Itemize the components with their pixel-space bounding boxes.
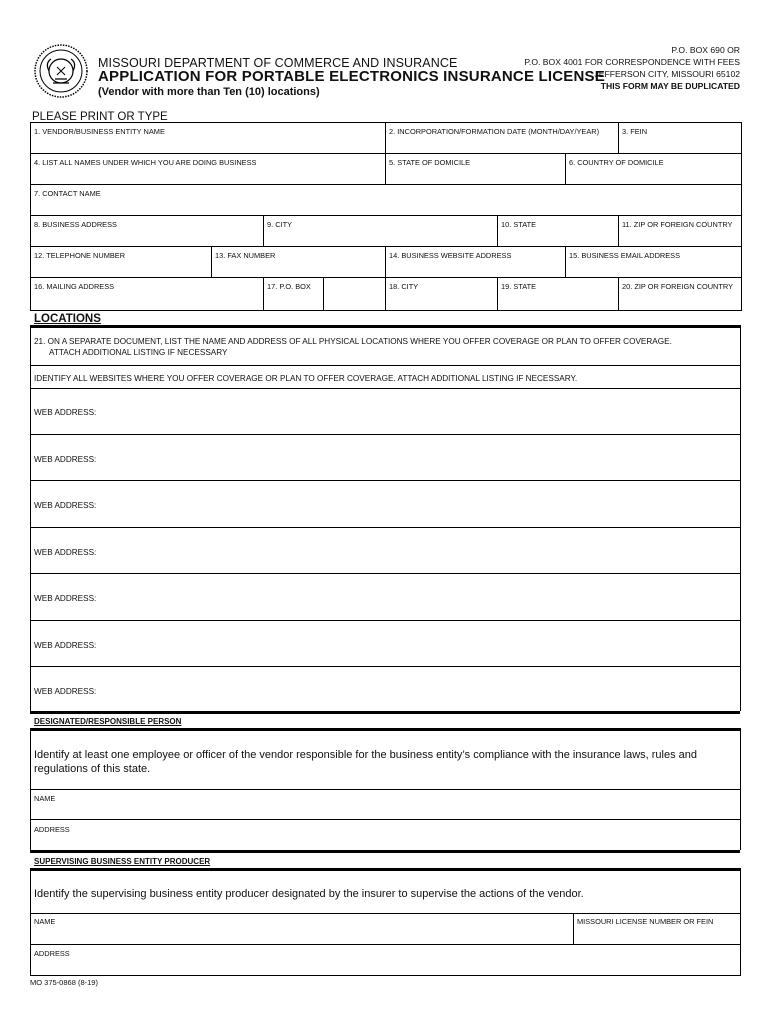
- duplicate-note: THIS FORM MAY BE DUPLICATED: [600, 81, 740, 91]
- country-of-domicile-field[interactable]: 6. COUNTRY OF DOMICILE: [566, 154, 741, 185]
- web-address-6[interactable]: WEB ADDRESS:: [34, 641, 97, 650]
- designated-instruction: Identify at least one employee or officer of the vendor responsible for the business entity’s compliance with the insurance laws, rules and regulations of this state.: [34, 749, 698, 775]
- designated-heading: DESIGNATED/RESPONSIBLE PERSON: [34, 717, 182, 726]
- incorporation-date-field[interactable]: 2. INCORPORATION/FORMATION DATE (MONTH/DAY/YEAR): [386, 123, 619, 154]
- fax-field[interactable]: 13. FAX NUMBER: [212, 247, 386, 278]
- item21-text: 21. ON A SEPARATE DOCUMENT, LIST THE NAME AND ADDRESS OF ALL PHYSICAL LOCATIONS WHERE YOU OFFER COVERAGE OR PLAN TO OFFER COVERAGE. ATTACH ADDITIONAL LISTING IF NECESSARY: [34, 337, 672, 357]
- address-line: P.O. BOX 690 OR: [671, 45, 740, 55]
- locations-heading: LOCATIONS: [34, 313, 101, 325]
- state-seal-logo: [33, 43, 89, 99]
- vendor-name-field[interactable]: 1. VENDOR/BUSINESS ENTITY NAME: [31, 123, 386, 154]
- mailing-info: [524, 44, 740, 92]
- supervising-instruction: Identify the supervising business entity producer designated by the insurer to supervise the actions of the vendor.: [34, 888, 584, 900]
- email-field[interactable]: 15. BUSINESS EMAIL ADDRESS: [566, 247, 741, 278]
- web-address-7[interactable]: WEB ADDRESS:: [34, 687, 97, 696]
- supervising-name-field[interactable]: NAME: [34, 917, 56, 926]
- websites-instruction: IDENTIFY ALL WEBSITES WHERE YOU OFFER COVERAGE OR PLAN TO OFFER COVERAGE. ATTACH ADDITIONAL LISTING IF NECESSARY.: [34, 374, 578, 383]
- designated-name-field[interactable]: NAME: [34, 794, 56, 803]
- supervising-address-field[interactable]: ADDRESS: [34, 949, 70, 958]
- telephone-field[interactable]: 12. TELEPHONE NUMBER: [31, 247, 212, 278]
- dba-names-field[interactable]: 4. LIST ALL NAMES UNDER WHICH YOU ARE DOING BUSINESS: [31, 154, 386, 185]
- state-of-domicile-field[interactable]: 5. STATE OF DOMICILE: [386, 154, 566, 185]
- contact-name-field[interactable]: 7. CONTACT NAME: [31, 185, 741, 216]
- mailing-state-field[interactable]: 19. STATE: [498, 278, 619, 310]
- city-field[interactable]: 9. CITY: [264, 216, 498, 247]
- mailing-zip-field[interactable]: 20. ZIP OR FOREIGN COUNTRY: [622, 282, 734, 291]
- applicant-info-grid: [30, 122, 742, 311]
- po-box-value[interactable]: [324, 278, 386, 310]
- print-instruction: PLEASE PRINT OR TYPE: [32, 111, 168, 123]
- mailing-address-field[interactable]: 16. MAILING ADDRESS: [31, 278, 264, 310]
- web-address-4[interactable]: WEB ADDRESS:: [34, 548, 97, 557]
- license-number-field[interactable]: MISSOURI LICENSE NUMBER OR FEIN: [577, 917, 714, 926]
- mailing-city-field[interactable]: 18. CITY: [386, 278, 498, 310]
- po-box-field[interactable]: 17. P.O. BOX: [264, 278, 324, 310]
- address-line: JEFFERSON CITY, MISSOURI 65102: [594, 69, 740, 79]
- zip-field[interactable]: 11. ZIP OR FOREIGN COUNTRY: [619, 216, 741, 247]
- fein-field[interactable]: 3. FEIN: [619, 123, 741, 154]
- state-field[interactable]: 10. STATE: [498, 216, 619, 247]
- web-address-1[interactable]: WEB ADDRESS:: [34, 408, 97, 417]
- web-address-5[interactable]: WEB ADDRESS:: [34, 594, 97, 603]
- address-line: P.O. BOX 4001 FOR CORRESPONDENCE WITH FEES: [524, 57, 740, 67]
- designated-address-field[interactable]: ADDRESS: [34, 825, 70, 834]
- web-address-2[interactable]: WEB ADDRESS:: [34, 455, 97, 464]
- form-number: MO 375-0868 (8-19): [30, 978, 98, 987]
- form-subtitle: (Vendor with more than Ten (10) locations): [98, 86, 320, 98]
- department-name: MISSOURI DEPARTMENT OF COMMERCE AND INSURANCE: [98, 56, 458, 70]
- business-address-field[interactable]: 8. BUSINESS ADDRESS: [31, 216, 264, 247]
- web-address-3[interactable]: WEB ADDRESS:: [34, 501, 97, 510]
- form-title: APPLICATION FOR PORTABLE ELECTRONICS INSURANCE LICENSE: [98, 68, 605, 85]
- website-field[interactable]: 14. BUSINESS WEBSITE ADDRESS: [386, 247, 566, 278]
- supervising-heading: SUPERVISING BUSINESS ENTITY PRODUCER: [34, 857, 211, 866]
